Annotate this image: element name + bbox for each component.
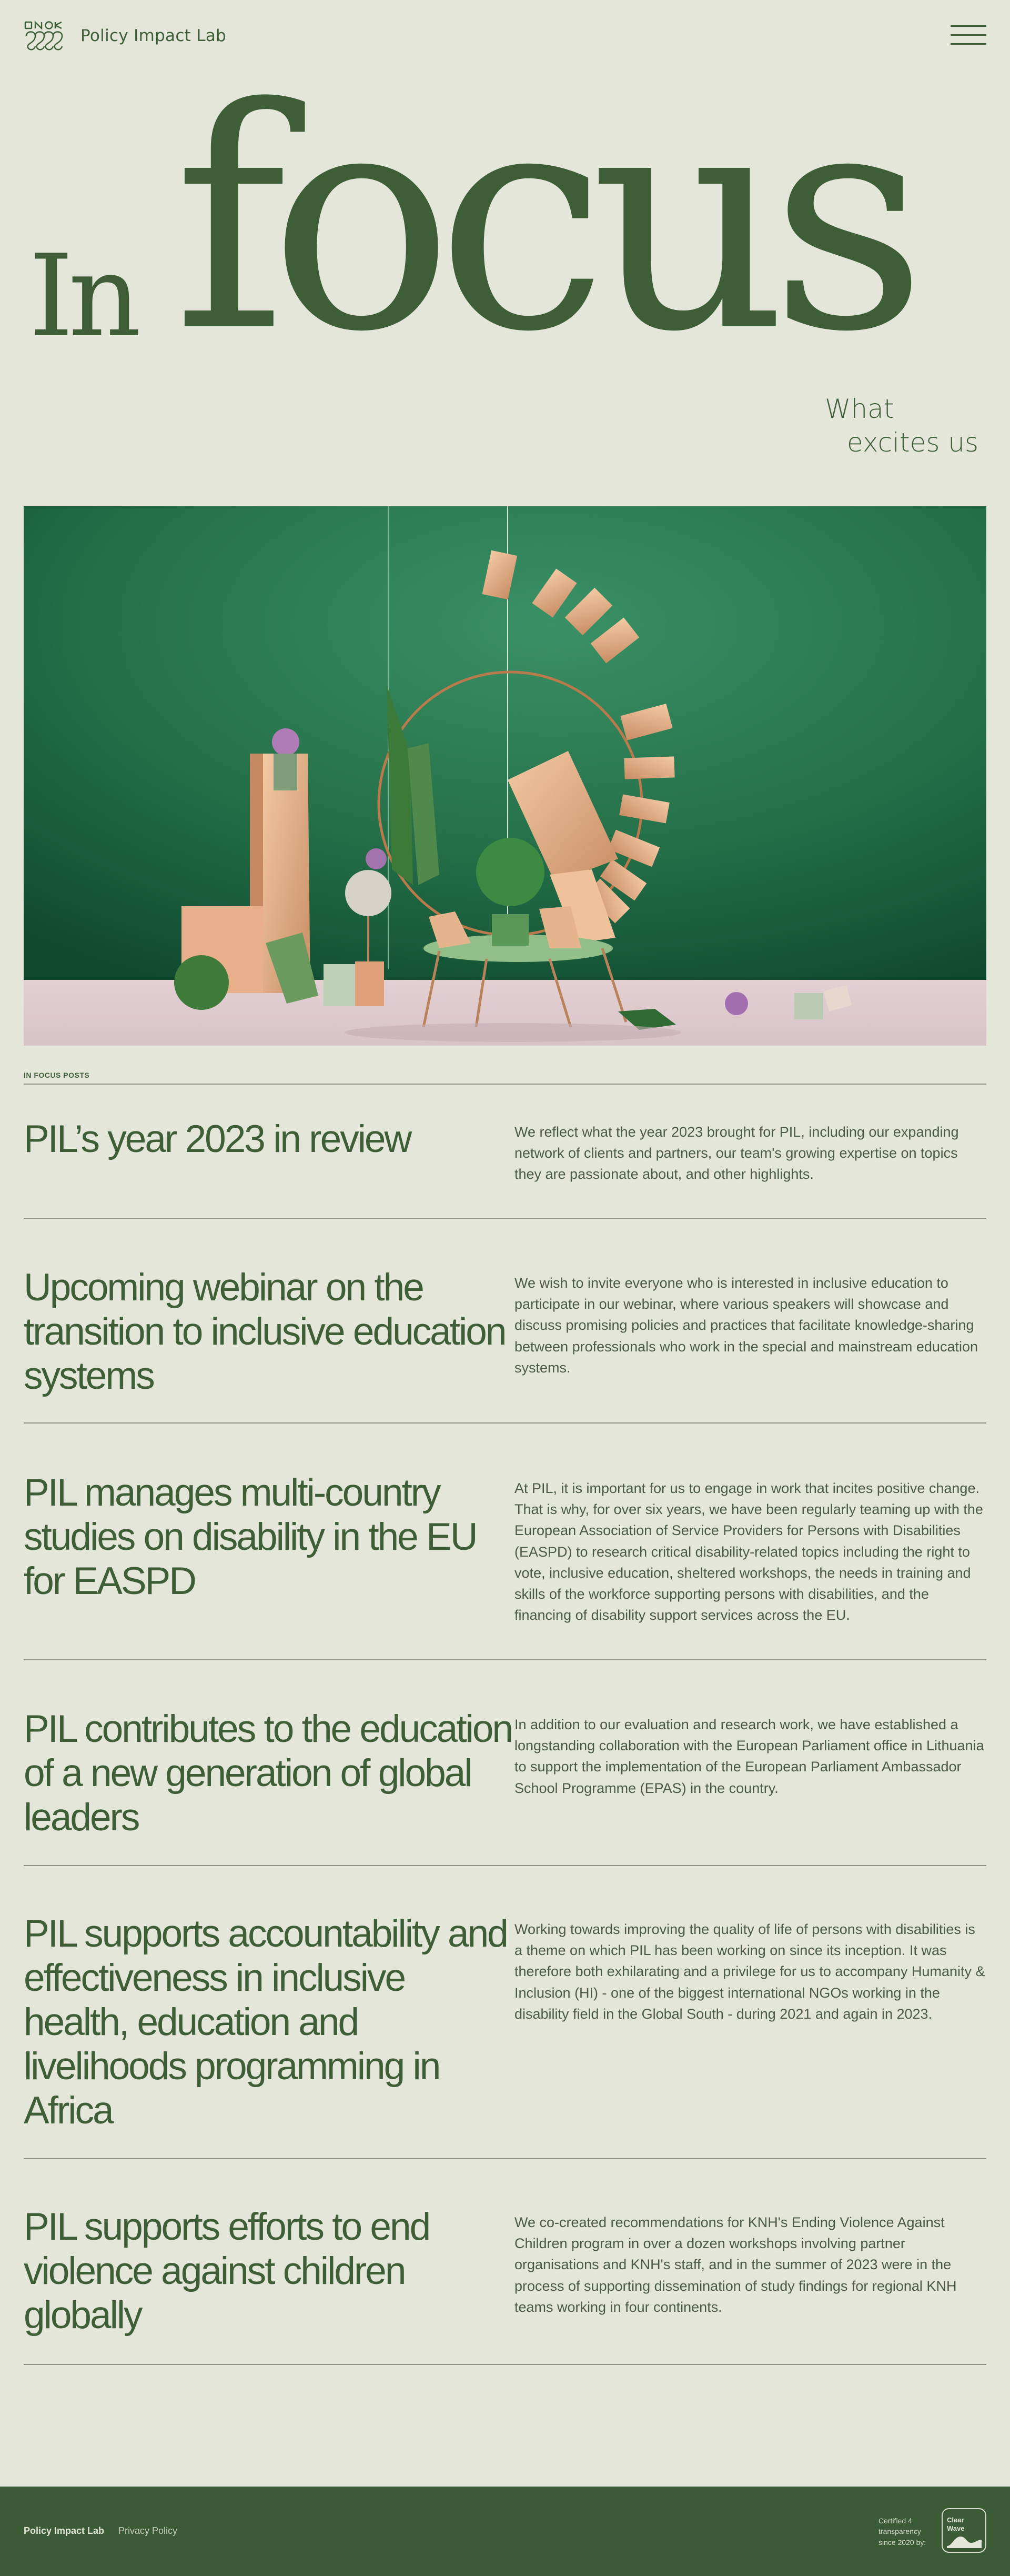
post-divider xyxy=(24,2364,986,2365)
menu-button[interactable] xyxy=(951,25,986,45)
certification-text xyxy=(878,2515,936,2548)
site-footer xyxy=(0,2487,1010,2576)
hero-illustration xyxy=(24,506,986,1046)
post-description: We co-created recommendations for KNH's Ending Violence Against Children program in over a dozen workshops involving partner organisations and KNH's staff, and in the summer of 2023 were in the process of supporting dissemination of study findings for regional KNH teams working in four continents. xyxy=(514,2214,957,2315)
post-divider xyxy=(24,1865,986,1866)
post-divider xyxy=(24,1218,986,1219)
hamburger-icon xyxy=(951,25,986,27)
wave-icon xyxy=(947,2534,982,2548)
post-divider xyxy=(24,2158,986,2159)
post-title[interactable]: PIL manages multi-country studies on disability in the EU for EASPD xyxy=(24,1471,477,1602)
section-label: IN FOCUS POSTS xyxy=(24,1071,90,1079)
clearwave-badge[interactable] xyxy=(942,2508,986,2553)
logo-mark-icon xyxy=(24,20,76,52)
post-divider xyxy=(24,1084,986,1085)
cert-line: transparency xyxy=(878,2527,921,2536)
post-divider xyxy=(24,1422,986,1424)
hero-tagline-line1: What xyxy=(825,394,894,424)
post-title[interactable]: PIL’s year 2023 in review xyxy=(24,1118,411,1160)
cert-line: Certified 4 xyxy=(878,2517,912,2525)
badge-text: Clear xyxy=(947,2516,964,2524)
post-description: We wish to invite everyone who is interested in inclusive education to participate in our webinar, where various speakers will showcase and discuss promising policies and practices that facilitate knowledge-sharing between professionals who work in the special and mainstream education systems. xyxy=(514,1275,978,1376)
hero-tagline-line2: excites us xyxy=(847,427,979,458)
post-description: In addition to our evaluation and research work, we have established a longstanding collaboration with the European Parliament office in Lithuania to support the implementation of the European Parliament Ambassador School Programme (EPAS) in the country. xyxy=(514,1717,984,1796)
post-title[interactable]: PIL supports accountability and effectiveness in inclusive health, education and livelihoods programming in Africa xyxy=(24,1912,507,2132)
hamburger-icon-bar xyxy=(951,43,986,45)
post-description: At PIL, it is important for us to engage in work that incites positive change. That is why, for over six years, we have been regularly teaming up with the European Association of Service Providers for Persons with Disabilities (EASPD) to research critical disability-related topics including the right to vote, inclusive education, sheltered workshops, the needs in training and skills of the workforce supporting persons with disabilities, and the financing of disability support services across the EU. xyxy=(514,1480,983,1623)
post-divider xyxy=(24,1659,986,1660)
post-title[interactable]: Upcoming webinar on the transition to inclusive education systems xyxy=(24,1266,506,1397)
brand-name: Policy Impact Lab xyxy=(80,26,227,45)
footer-brand-link[interactable]: Policy Impact Lab xyxy=(24,2525,105,2536)
badge-text: Wave xyxy=(947,2524,965,2532)
hero-focus-word: focus xyxy=(174,43,910,398)
hero-in-word: In xyxy=(29,230,136,362)
post-title[interactable]: PIL supports efforts to end violence against children globally xyxy=(24,2206,430,2337)
post-title[interactable]: PIL contributes to the education of a new generation of global leaders xyxy=(24,1708,512,1839)
cert-line: since 2020 by: xyxy=(878,2538,926,2547)
privacy-policy-link[interactable]: Privacy Policy xyxy=(118,2525,178,2536)
post-description: Working towards improving the quality of life of persons with disabilities is a theme on which PIL has been working on since its inception. It was therefore both exhilarating and a privilege for us to accompany Humanity & Inclusion (HI) - one of the biggest international NGOs working in the disability field in the Global South - during 2021 and again in 2023. xyxy=(514,1921,985,2022)
hamburger-icon-bar xyxy=(951,34,986,36)
post-description: We reflect what the year 2023 brought for PIL, including our expanding network of clients and partners, our team's growing expertise on topics they are passionate about, and other highlights. xyxy=(514,1124,959,1182)
